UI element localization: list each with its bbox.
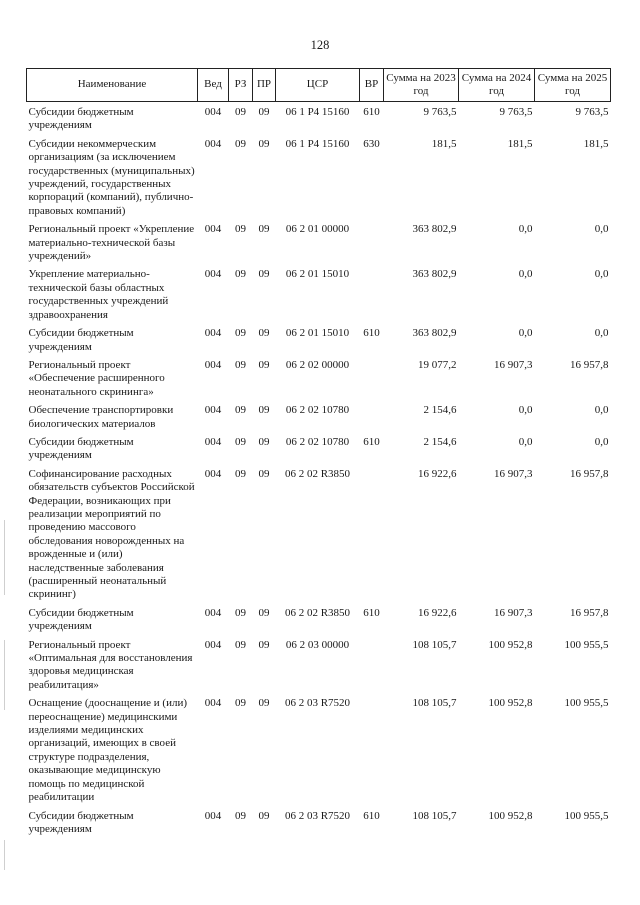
table-cell-pr: 09 — [258, 137, 270, 150]
table-cell-rz: 09 — [235, 638, 246, 651]
page-number: 128 — [310, 38, 330, 52]
col-header-ved: Вед — [198, 69, 229, 102]
budget-table — [26, 68, 611, 836]
table-cell-csr: 06 2 02 10780 — [285, 404, 350, 417]
table-cell-pr: 09 — [258, 638, 270, 651]
table-cell-sum-2023: 9 763,5 — [423, 106, 457, 118]
col-header-sum-2023: Сумма на 2023 год — [384, 69, 459, 102]
table-row — [27, 463, 611, 602]
table-cell-vr: 610 — [363, 606, 380, 619]
table-cell-pr: 09 — [258, 435, 270, 448]
table-cell-sum-2025: 9 763,5 — [575, 106, 609, 118]
table-cell-vr — [360, 399, 384, 431]
table-cell-pr: 09 — [258, 809, 270, 822]
table-cell-csr: 06 2 02 10780 — [285, 435, 350, 448]
table-cell-rz: 09 — [235, 467, 246, 480]
table-cell-pr: 09 — [258, 223, 270, 236]
table-row — [27, 399, 611, 431]
table-cell-csr: 06 2 03 R7520 — [284, 697, 351, 710]
table-cell-ved: 004 — [204, 809, 222, 822]
table-cell-sum-2025: 0,0 — [594, 404, 609, 417]
table-cell-rz: 09 — [235, 223, 246, 236]
table-cell-sum-2024: 0,0 — [518, 327, 533, 340]
table-cell-rz: 09 — [235, 268, 246, 281]
table-cell-pr: 09 — [258, 404, 270, 417]
table-cell-sum-2023: 108 105,7 — [412, 809, 457, 822]
table-cell-sum-2023: 16 922,6 — [418, 467, 457, 480]
binder-mark — [4, 520, 5, 595]
table-cell-sum-2023: 2 154,6 — [423, 435, 457, 448]
table-row — [27, 805, 611, 837]
table-row — [27, 102, 611, 133]
table-cell-sum-2025: 0,0 — [594, 327, 609, 340]
table-cell-vr: 610 — [363, 106, 380, 118]
table-cell-csr: 06 2 01 15010 — [285, 327, 350, 340]
table-cell-name: Субсидии бюджетным учреждениям — [28, 327, 134, 353]
table-cell-vr — [360, 692, 384, 804]
table-cell-sum-2025: 181,5 — [583, 137, 609, 150]
table-cell-sum-2023: 363 802,9 — [412, 268, 457, 281]
table-cell-csr: 06 2 02 00000 — [285, 358, 350, 371]
table-cell-name: Софинансирование расходных обязательств субъектов Российской Федерации, возникающих при реализации мероприятий по проведению массового обследования новорожденных на врожденные и (или) наследственные заболевания (расширенный неонатальный скрининг) — [28, 467, 195, 601]
table-cell-vr: 610 — [363, 327, 380, 340]
table-cell-name: Региональный проект «Оптимальная для восстановления здоровья медицинская реабилитация» — [28, 638, 193, 691]
table-cell-name: Укрепление материально-технической базы областных государственных учреждений здравоохранения — [28, 268, 169, 321]
table-cell-rz: 09 — [235, 404, 246, 417]
table-cell-vr — [360, 263, 384, 322]
table-cell-ved: 004 — [204, 404, 222, 417]
table-row — [27, 634, 611, 693]
table-cell-rz: 09 — [235, 697, 246, 710]
table-cell-sum-2025: 100 955,5 — [564, 638, 609, 651]
table-cell-name: Субсидии некоммерческим организациям (за исключением государственных (муниципальных) учреждений, государственных корпораций (компаний), публично-правовых компаний) — [28, 137, 195, 217]
table-cell-pr: 09 — [258, 467, 270, 480]
table-cell-csr: 06 2 01 00000 — [285, 223, 350, 236]
table-cell-sum-2025: 16 957,8 — [570, 606, 609, 619]
table-cell-sum-2025: 16 957,8 — [570, 467, 609, 480]
table-cell-ved: 004 — [204, 606, 222, 619]
table-cell-pr: 09 — [258, 327, 270, 340]
table-cell-sum-2024: 16 907,3 — [494, 467, 533, 480]
table-body — [27, 102, 611, 837]
table-cell-pr: 09 — [258, 697, 270, 710]
table-cell-rz: 09 — [235, 358, 246, 371]
table-cell-sum-2024: 16 907,3 — [494, 606, 533, 619]
table-cell-pr: 09 — [258, 268, 270, 281]
table-cell-pr: 09 — [258, 358, 270, 371]
table-cell-sum-2024: 100 952,8 — [488, 809, 533, 822]
col-header-sum-2025: Сумма на 2025 год — [535, 69, 611, 102]
table-cell-sum-2023: 2 154,6 — [423, 404, 457, 417]
col-header-pr: ПР — [253, 69, 276, 102]
table-cell-csr: 06 1 Р4 15160 — [285, 106, 350, 118]
table-cell-ved: 004 — [204, 327, 222, 340]
table-cell-sum-2025: 0,0 — [594, 435, 609, 448]
table-cell-sum-2025: 100 955,5 — [564, 809, 609, 822]
table-cell-sum-2023: 363 802,9 — [412, 327, 457, 340]
table-cell-name: Региональный проект «Укрепление материально-технической базы учреждений» — [28, 223, 195, 263]
table-cell-vr: 610 — [363, 435, 380, 448]
col-header-vr: ВР — [360, 69, 384, 102]
table-cell-sum-2023: 108 105,7 — [412, 638, 457, 651]
table-row — [27, 133, 611, 218]
table-cell-sum-2024: 9 763,5 — [499, 106, 533, 118]
col-header-csr: ЦСР — [276, 69, 360, 102]
table-cell-csr: 06 1 Р4 15160 — [285, 137, 350, 150]
table-cell-ved: 004 — [204, 358, 222, 371]
table-cell-sum-2023: 363 802,9 — [412, 223, 457, 236]
table-cell-name: Обеспечение транспортировки биологических материалов — [28, 404, 174, 430]
table-cell-csr: 06 2 03 R7520 — [284, 809, 351, 822]
table-header-row — [27, 69, 611, 102]
table-cell-rz: 09 — [235, 106, 246, 118]
table-cell-pr: 09 — [258, 106, 270, 118]
table-cell-sum-2024: 0,0 — [518, 435, 533, 448]
table-cell-name: Субсидии бюджетным учреждениям — [28, 809, 134, 835]
table-cell-csr: 06 2 02 R3850 — [284, 467, 351, 480]
table-row — [27, 431, 611, 463]
table-cell-sum-2024: 100 952,8 — [488, 638, 533, 651]
table-row — [27, 602, 611, 634]
table-cell-pr: 09 — [258, 606, 270, 619]
table-cell-csr: 06 2 01 15010 — [285, 268, 350, 281]
col-header-sum-2024: Сумма на 2024 год — [459, 69, 535, 102]
table-cell-vr — [360, 218, 384, 263]
table-cell-name: Региональный проект «Обеспечение расширенного неонатального скрининга» — [28, 358, 165, 398]
table-cell-sum-2025: 0,0 — [594, 223, 609, 236]
table-cell-csr: 06 2 02 R3850 — [284, 606, 351, 619]
table-cell-vr — [360, 463, 384, 602]
table-cell-ved: 004 — [204, 697, 222, 710]
table-cell-sum-2023: 181,5 — [431, 137, 457, 150]
table-cell-vr — [360, 354, 384, 399]
table-cell-sum-2024: 100 952,8 — [488, 697, 533, 710]
table-cell-sum-2024: 181,5 — [507, 137, 533, 150]
table-cell-sum-2024: 0,0 — [518, 223, 533, 236]
table-cell-sum-2024: 0,0 — [518, 404, 533, 417]
table-cell-sum-2025: 16 957,8 — [570, 358, 609, 371]
table-cell-ved: 004 — [204, 638, 222, 651]
table-cell-ved: 004 — [204, 268, 222, 281]
table-cell-rz: 09 — [235, 137, 246, 150]
table-cell-sum-2023: 19 077,2 — [418, 358, 457, 371]
col-header-rz: РЗ — [229, 69, 253, 102]
table-cell-csr: 06 2 03 00000 — [285, 638, 350, 651]
col-header-name: Наименование — [27, 69, 198, 102]
table-cell-name: Субсидии бюджетным учреждениям — [28, 435, 134, 462]
table-cell-rz: 09 — [235, 606, 246, 619]
table-cell-vr: 610 — [363, 809, 380, 822]
table-cell-ved: 004 — [204, 223, 222, 236]
table-cell-rz: 09 — [235, 327, 246, 340]
table-cell-sum-2023: 108 105,7 — [412, 697, 457, 710]
table-cell-sum-2024: 16 907,3 — [494, 358, 533, 371]
table-cell-ved: 004 — [204, 106, 222, 118]
table-row — [27, 354, 611, 399]
table-row — [27, 322, 611, 354]
table-row — [27, 692, 611, 804]
table-cell-sum-2025: 0,0 — [594, 268, 609, 281]
table-cell-ved: 004 — [204, 137, 222, 150]
table-cell-sum-2023: 16 922,6 — [418, 606, 457, 619]
table-cell-sum-2024: 0,0 — [518, 268, 533, 281]
table-cell-vr: 630 — [363, 137, 380, 150]
table-cell-name: Субсидии бюджетным учреждениям — [28, 606, 134, 633]
table-cell-rz: 09 — [235, 435, 246, 448]
table-cell-name: Оснащение (дооснащение и (или) переоснащение) медицинскими изделиями медицинских организаций, имеющих в своей структуре подразделения, оказывающие медицинскую помощь по медицинской реабилитации — [28, 697, 188, 804]
table-row — [27, 218, 611, 263]
table-cell-ved: 004 — [204, 467, 222, 480]
table-cell-vr — [360, 634, 384, 693]
table-cell-ved: 004 — [204, 435, 222, 448]
table-cell-sum-2025: 100 955,5 — [564, 697, 609, 710]
table-row — [27, 263, 611, 322]
table-cell-rz: 09 — [235, 809, 246, 822]
binder-mark — [4, 840, 5, 870]
table-cell-name: Субсидии бюджетным учреждениям — [28, 106, 134, 132]
binder-mark — [4, 640, 5, 710]
